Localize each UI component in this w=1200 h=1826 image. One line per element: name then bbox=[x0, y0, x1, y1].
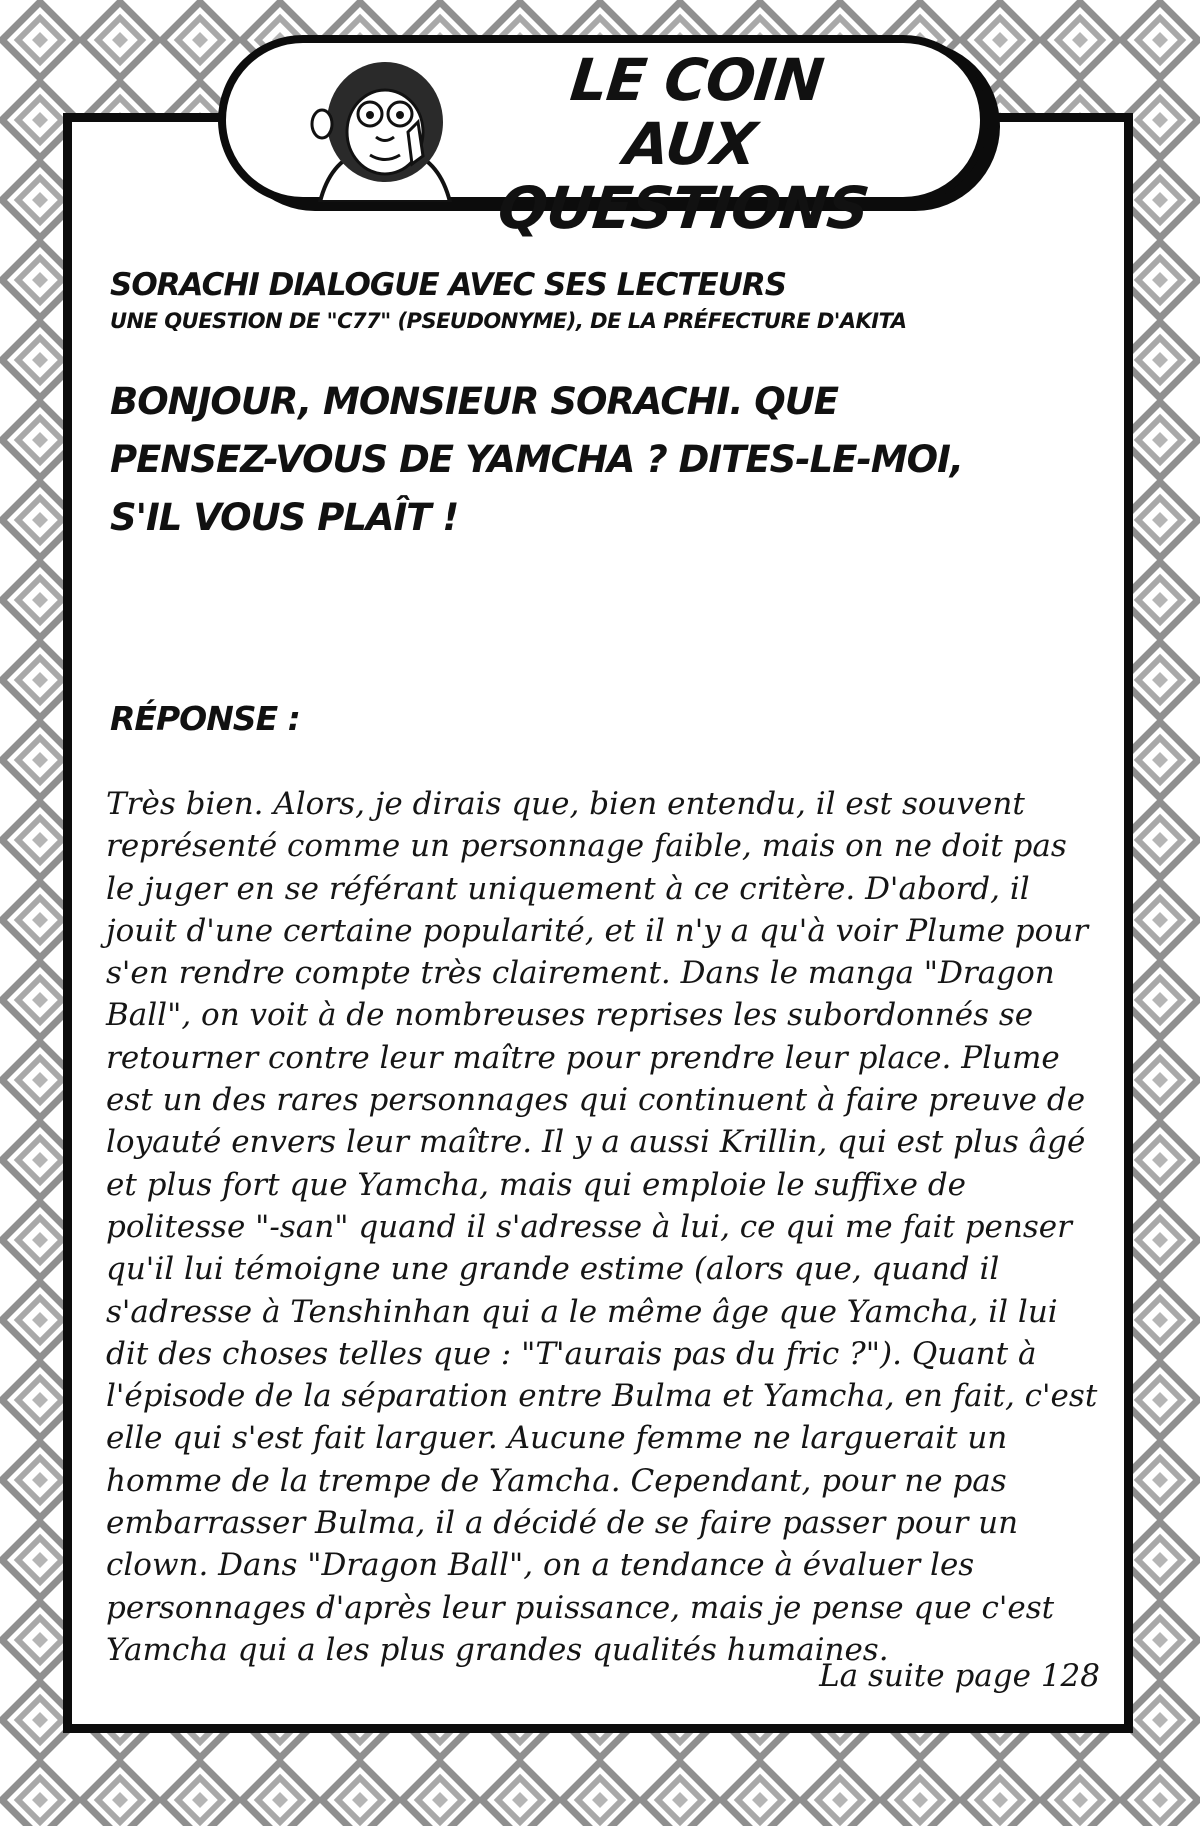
page-title bbox=[460, 48, 920, 240]
reader-question: BONJOUR, MONSIEUR SORACHI. QUE PENSEZ-VOUS DE YAMCHA ? DITES-LE-MOI, S'IL VOUS PLAÎT ! bbox=[110, 380, 963, 539]
title-line-2: AUX QUESTIONS bbox=[494, 110, 872, 242]
qa-content bbox=[106, 265, 1100, 1671]
title-line-1: LE COIN bbox=[567, 46, 827, 114]
answer-label: RÉPONSE : bbox=[110, 699, 300, 738]
answer-body: Très bien. Alors, je dirais que, bien entendu, il est souvent représenté comme un personnage faible, mais on ne doit pas le juger en se référant uniquement à ce critère. D'abord, il jouit d'une certaine popularité, et il n'y a qu'à voir Plume pour s'en rendre compte très clairement. Dans le manga "Dragon Ball", on voit à de nombreuses reprises les subordonnés se retourner contre leur maître pour prendre leur place. Plume est un des rares personnages qui continuent à faire preuve de loyauté envers leur maître. Il y a aussi Krillin, qui est plus âgé et plus fort que Yamcha, mais qui emploie le suffixe de politesse "-san" quand il s'adresse à lui, ce qui me fait penser qu'il lui témoigne une grande estime (alors que, quand il s'adresse à Tenshinhan qui a le même âge que Yamcha, il lui dit des choses telles que : "T'aurais pas du fric ?"). Quant à l'épisode de la séparation entre Bulma et Yamcha, en fait, c'est elle qui s'est fait larguer. Aucune femme ne larguerait un homme de la trempe de Yamcha. Cependant, pour ne pas embarrasser Bulma, il a décidé de se faire passer pour un clown. Dans "Dragon Ball", on a tendance à évaluer les personnages d'après leur puissance, mais je pense que c'est Yamcha qui a les plus grandes qualités humaines. bbox=[106, 786, 1098, 1668]
continued-note: La suite page 128 bbox=[819, 1658, 1100, 1694]
author-gorilla-avatar-icon bbox=[290, 52, 480, 202]
question-source: UNE QUESTION DE "C77" (PSEUDONYME), DE LA PRÉFECTURE D'AKITA bbox=[110, 309, 907, 333]
section-subtitle: SORACHI DIALOGUE AVEC SES LECTEURS bbox=[110, 267, 787, 303]
